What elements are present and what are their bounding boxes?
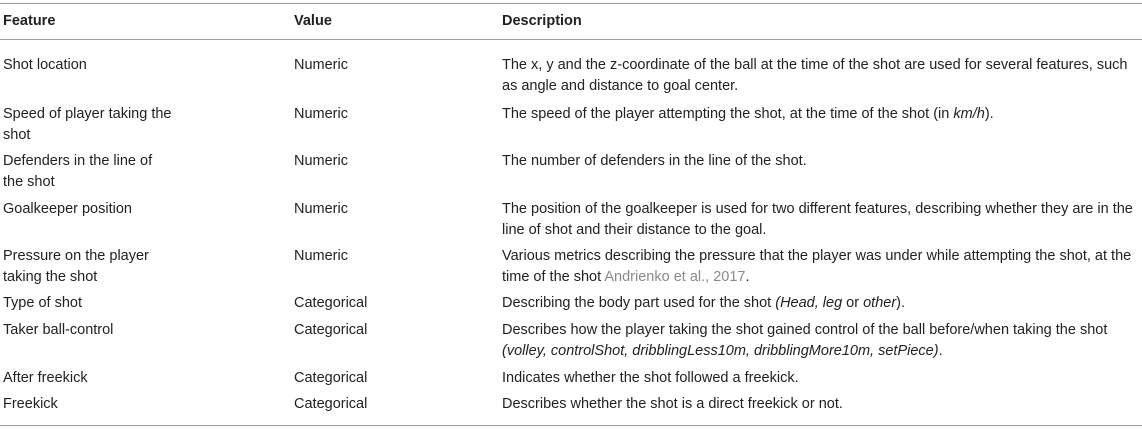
description-cell: Describes whether the shot is a direct freekick or not. — [502, 396, 843, 412]
description-text: The speed of the player attempting the shot, at the time of the shot (in — [502, 106, 954, 122]
value-cell: Categorical — [294, 322, 368, 338]
value-cell: Numeric — [294, 248, 348, 264]
feature-cell: After freekick — [3, 370, 88, 386]
description-unit: km/h — [953, 106, 985, 122]
table-top-rule — [0, 3, 1142, 4]
description-cell — [502, 104, 1140, 125]
description-italic: (volley, controlShot, dribblingLess10m, dribblingMore10m, setPiece) — [502, 343, 939, 359]
value-cell: Numeric — [294, 201, 348, 217]
description-text: Various metrics describing the pressure that the player was under while attempting the shot, at the time of the shot — [502, 248, 1132, 285]
citation-link[interactable]: Andrienko et al., 2017 — [604, 269, 746, 285]
value-cell: Categorical — [294, 396, 368, 412]
description-cell: The number of defenders in the line of the shot. — [502, 153, 807, 169]
description-text-mid: or — [842, 295, 864, 311]
description-cell: Indicates whether the shot followed a freekick. — [502, 370, 799, 386]
description-italic: (Head, leg — [775, 295, 843, 311]
header-feature: Feature — [3, 13, 56, 29]
description-cell — [502, 320, 1140, 362]
header-value: Value — [294, 13, 332, 29]
feature-cell: Type of shot — [3, 295, 82, 311]
description-text: Describes how the player taking the shot gained control of the ball before/when taking the shot — [502, 322, 1108, 338]
value-cell: Numeric — [294, 153, 348, 169]
feature-cell: Shot location — [3, 57, 87, 73]
description-text: Describing the body part used for the shot — [502, 295, 776, 311]
table-bottom-rule — [0, 425, 1142, 426]
value-cell: Categorical — [294, 370, 368, 386]
value-cell: Numeric — [294, 57, 348, 73]
feature-cell: Pressure on the player taking the shot — [3, 248, 149, 285]
description-text-end: . — [938, 343, 943, 359]
value-cell: Categorical — [294, 295, 368, 311]
feature-cell: Speed of player taking the shot — [3, 106, 172, 143]
value-cell: Numeric — [294, 106, 348, 122]
description-text-end: ). — [984, 106, 994, 122]
description-italic-2: other — [863, 295, 897, 311]
feature-cell: Freekick — [3, 396, 58, 412]
feature-cell: Taker ball-control — [3, 322, 114, 338]
description-cell — [502, 293, 1140, 314]
header-description: Description — [502, 13, 582, 29]
description-cell: The x, y and the z-coordinate of the ball at the time of the shot are used for several features, such as angle and distance to goal center. — [502, 57, 1128, 94]
description-cell — [502, 246, 1140, 288]
feature-cell: Defenders in the line of the shot — [3, 153, 153, 190]
header-rule — [0, 39, 1142, 40]
description-cell: The position of the goalkeeper is used for two different features, describing whether they are in the line of shot and their distance to the goal. — [502, 201, 1133, 238]
description-text-end: . — [745, 269, 750, 285]
feature-cell: Goalkeeper position — [3, 201, 132, 217]
description-text-end: ). — [896, 295, 906, 311]
